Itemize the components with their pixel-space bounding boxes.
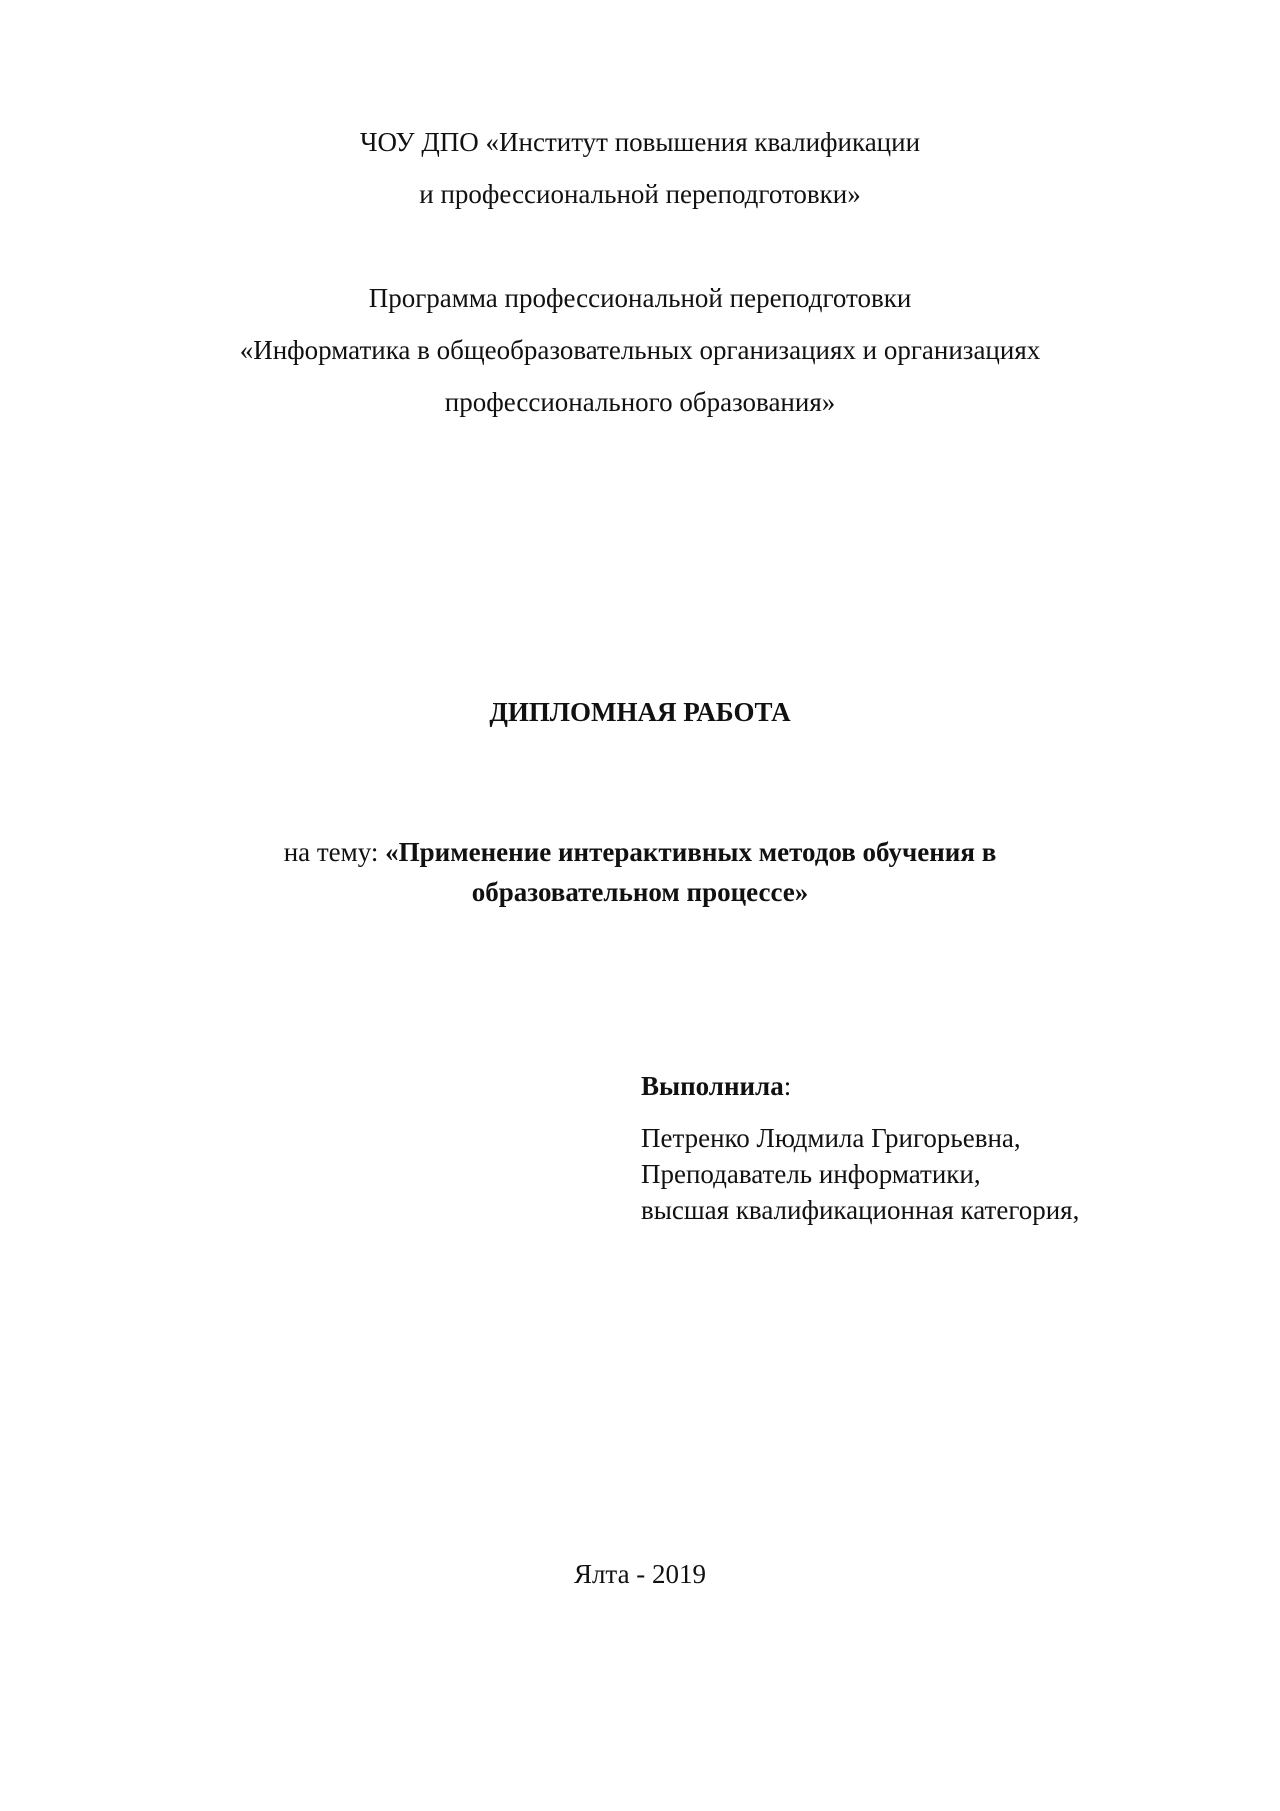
topic-prefix: на тему: — [283, 837, 386, 867]
author-heading-colon: : — [783, 1071, 792, 1101]
author-category: высшая квалификационная категория, — [641, 1195, 1080, 1225]
topic-line-1 — [0, 834, 1280, 870]
program-line-3: профессионального образования» — [444, 387, 836, 417]
author-name: Петренко Людмила Григорьевна, — [641, 1123, 1021, 1153]
topic-title-part-1: «Применение интерактивных методов обучения в — [385, 837, 997, 867]
program-line-2: «Информатика в общеобразовательных организациях и организациях — [239, 335, 1041, 365]
author-heading-label: Выполнила — [641, 1071, 784, 1101]
author-heading — [641, 1068, 1079, 1104]
topic-line-2: образовательном процессе» — [471, 877, 809, 907]
organization-line-2: и профессиональной переподготовки» — [419, 179, 861, 209]
organization-line-1: ЧОУ ДПО «Институт повышения квалификации — [359, 127, 921, 157]
place-year: Ялта - 2019 — [573, 1559, 707, 1589]
author-position: Преподаватель информатики, — [641, 1159, 981, 1189]
document-type-heading: ДИПЛОМНАЯ РАБОТА — [489, 697, 791, 727]
program-line-1: Программа профессиональной переподготовки — [368, 283, 912, 313]
author-block — [641, 1068, 1079, 1228]
